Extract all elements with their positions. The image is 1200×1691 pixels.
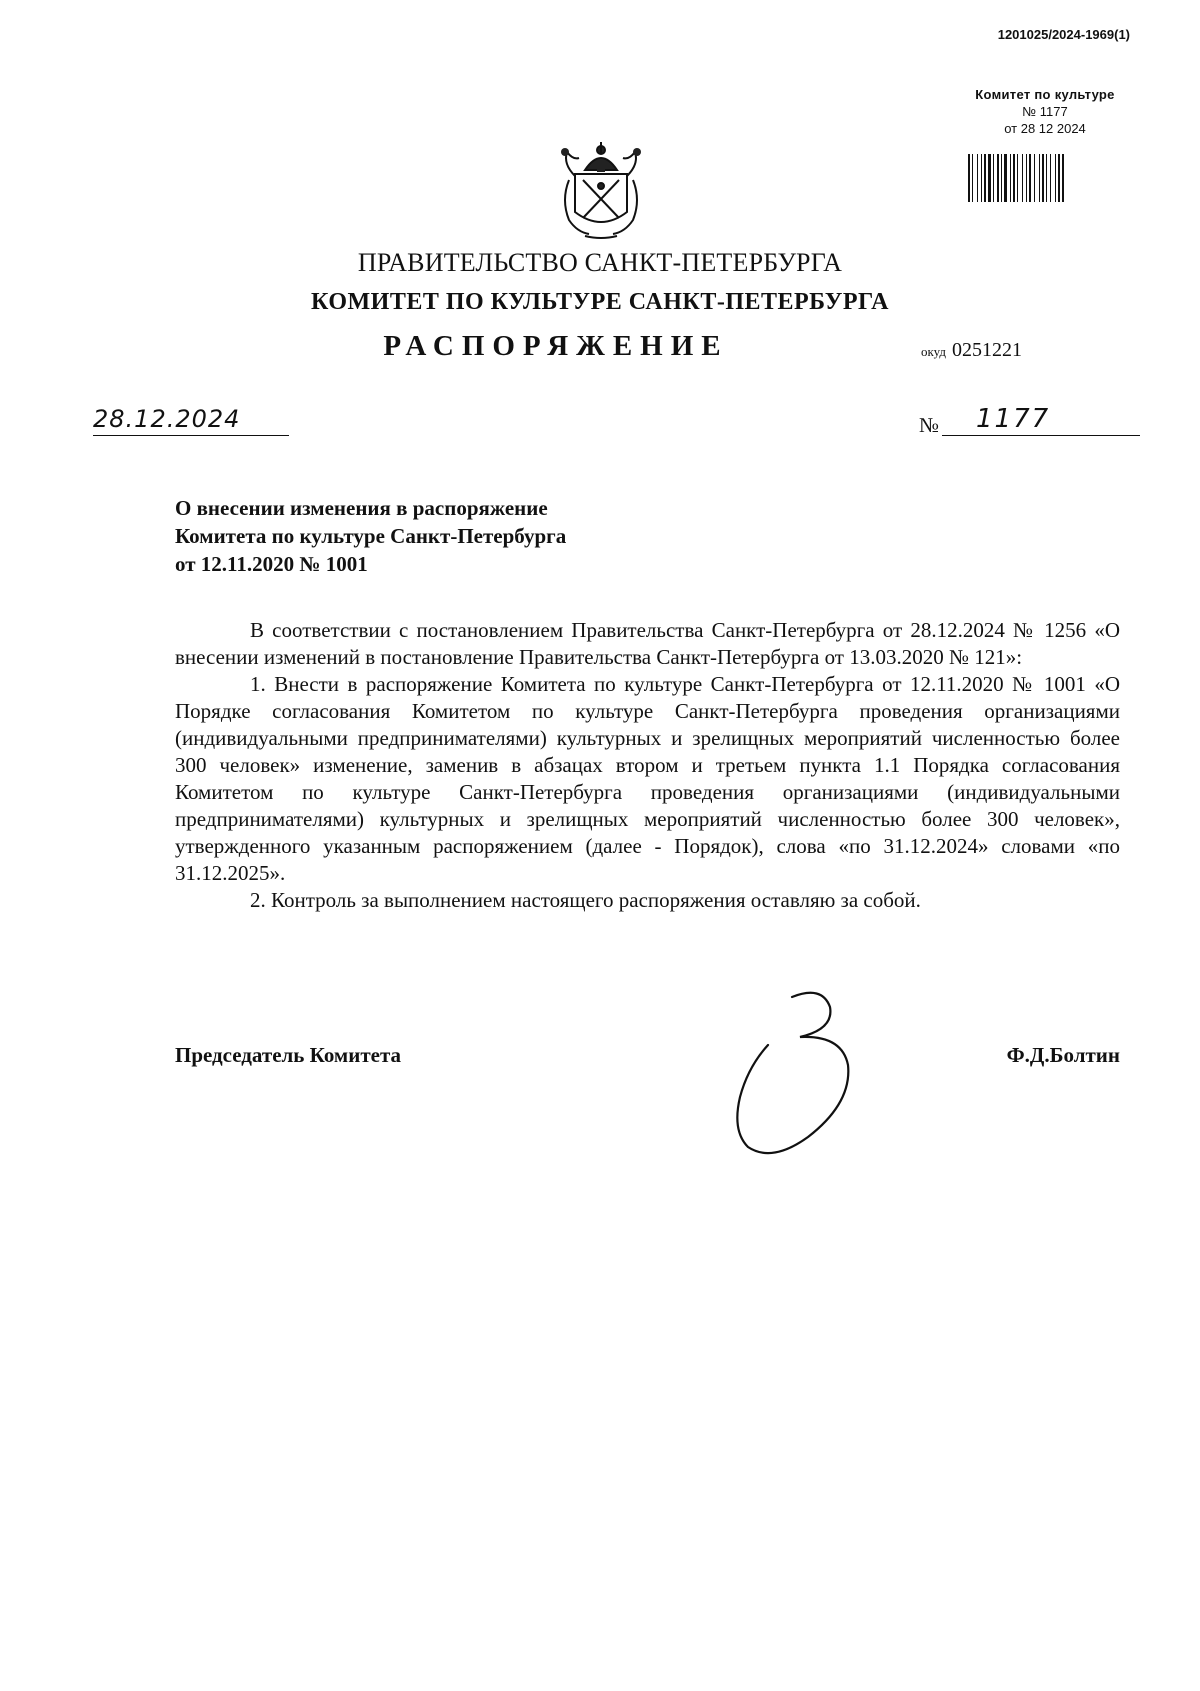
- subject-line: О внесении изменения в распоряжение: [175, 496, 548, 520]
- barcode-bar: [1026, 154, 1027, 202]
- barcode-bar: [972, 154, 973, 202]
- signer-position: Председатель Комитета: [175, 1043, 402, 1067]
- stamp-line-2: № 1177: [1022, 104, 1068, 119]
- barcode-bar: [981, 154, 982, 202]
- stamp-line-1: Комитет по культуре: [975, 87, 1115, 102]
- barcode-bar: [1001, 154, 1002, 202]
- body-paragraph-preamble: В соответствии с постановлением Правительства Санкт-Петербурга от 28.12.2024 № 1256 «О внесении изменений в постановление Правительства Санкт-Петербурга от 13.03.2020 № 121»:: [175, 618, 1120, 669]
- number-label: №: [919, 413, 940, 437]
- barcode-bar: [1029, 154, 1031, 202]
- barcode-bar: [1055, 154, 1056, 202]
- date-field: [93, 404, 289, 436]
- subject-line: Комитета по культуре Санкт-Петербурга: [175, 524, 567, 548]
- barcode-bar: [977, 154, 978, 202]
- handwritten-number: 1177: [976, 404, 1051, 434]
- okud-value: 0251221: [951, 339, 1022, 361]
- number-field: [942, 404, 1140, 436]
- stamp-line-3: от 28 12 2024: [1004, 121, 1086, 136]
- barcode-bar: [1017, 154, 1018, 202]
- barcode-bar: [1013, 154, 1015, 202]
- barcode-bar: [1062, 154, 1064, 202]
- body-text: [175, 617, 1120, 914]
- subject-line: от 12.11.2020 № 1001: [175, 552, 368, 576]
- barcode-bar: [1010, 154, 1011, 202]
- barcode-bar: [988, 154, 991, 202]
- barcode-bar: [1022, 154, 1023, 202]
- barcode-bar: [1058, 154, 1060, 202]
- barcode-bar: [1046, 154, 1047, 202]
- barcode-bar: [968, 154, 970, 202]
- handwritten-date: 28.12.2024: [93, 405, 241, 433]
- coat-of-arms-emblem: [555, 140, 647, 240]
- registration-stamp: [950, 86, 1140, 137]
- barcode-bar: [993, 154, 994, 202]
- subject-heading: [175, 494, 775, 578]
- barcode: [968, 154, 1128, 202]
- signer-name: Ф.Д.Болтин: [1006, 1043, 1120, 1067]
- okud-code: [921, 339, 1022, 362]
- barcode-bar: [984, 154, 986, 202]
- barcode-bar: [1004, 154, 1007, 202]
- barcode-bar: [997, 154, 999, 202]
- body-paragraph-item-1: 1. Внести в распоряжение Комитета по культуре Санкт-Петербурга от 12.11.2020 № 1001 «О Порядке согласования Комитетом по культуре Санкт-Петербурга проведения организациями (индивидуальными предпринимателями) культурных и зрелищных мероприятий численностью более 300 человек» изменение, заменив в абзацах втором и третьем пункта 1.1 Порядка согласования Комитетом по культуре Санкт-Петербурга проведения организациями (индивидуальными предпринимателями) культурных и зрелищных мероприятий численностью более 300 человек», утвержденного указанным распоряжением (далее - Порядок), слова «по 31.12.2024» словами «по 31.12.2025».: [175, 672, 1120, 885]
- body-paragraph-item-2: 2. Контроль за выполнением настоящего распоряжения оставляю за собой.: [250, 888, 921, 912]
- handwritten-signature: [730, 985, 930, 1170]
- barcode-bar: [1039, 154, 1040, 202]
- barcode-bar: [1034, 154, 1035, 202]
- okud-label: окуд: [921, 344, 946, 359]
- government-title: ПРАВИТЕЛЬСТВО САНКТ-ПЕТЕРБУРГА: [357, 248, 843, 277]
- document-type: РАСПОРЯЖЕНИЕ: [383, 330, 729, 362]
- document-id: 1201025/2024-1969(1): [997, 27, 1130, 42]
- barcode-bar: [1042, 154, 1044, 202]
- committee-title: КОМИТЕТ ПО КУЛЬТУРЕ САНКТ-ПЕТЕРБУРГА: [311, 289, 889, 315]
- barcode-bar: [1050, 154, 1051, 202]
